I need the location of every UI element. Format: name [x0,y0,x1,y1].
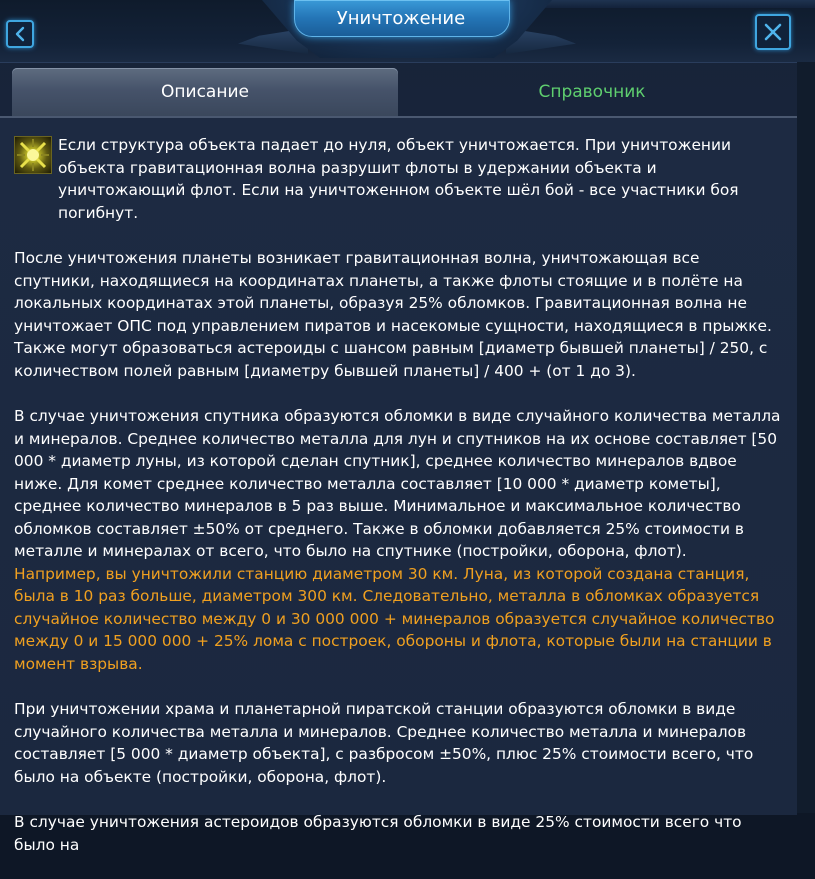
description-text [14,134,784,879]
destruction-icon [14,136,52,174]
intro-text: Если структура объекта падает до нуля, объект уничтожается. При уничтожении объекта гравитационная волна разрушит флоты в удержании объекта и уничтожающий флот. Если на уничтоженном объекте шёл бой - все участники боя погибнут. [58,136,739,222]
asteroid-destruction-paragraph: В случае уничтожения астероидов образуются обломки в виде 25% стоимости всего что было на [14,813,742,854]
window-title: Уничтожение [336,8,466,29]
scrollbar-track[interactable] [797,62,815,813]
satellite-destruction-paragraph: В случае уничтожения спутника образуются обломки в виде случайного количества металла и минералов. Среднее количество металла для лун и спутников на их основе составляет [50 000 * диаметр луны, из которой сделан спутник], среднее количество минералов вдвое ниже. Для комет среднее количество металла составляет [10 000 * диаметр кометы], среднее количество минералов в 5 раз выше. Минимальное и максимальное количество обломков составляет ±50% от среднего. Также в обломки добавляется 25% стоимости в металле и минералах от всего, что было на спутнике (постройки, оборона, флот). [14,407,781,560]
close-button[interactable] [755,14,791,50]
tab-reference[interactable]: Справочник [538,82,646,102]
tab-description[interactable]: Описание [12,68,398,116]
back-button[interactable] [6,20,34,48]
example-paragraph: Например, вы уничтожили станцию диаметром 30 км. Луна, из которой создана станция, была в 10 раз больше, диаметром 300 км. Следовательно, металла в обломках образуется случайное количество между 0 и 30 000 000 + минералов образуется случайное количество между 0 и 15 000 000 + 25% лома с построек, обороны и флота, которые были на станции в момент взрыва. [14,564,775,673]
chevron-left-icon [13,26,27,42]
close-icon [762,21,784,43]
planet-destruction-paragraph: После уничтожения планеты возникает гравитационная волна, уничтожающая все спутники, находящиеся на координатах планеты, а также флоты стоящие и в полёте на локальных координатах этой планеты, образуя 25% обломков. Гравитационная волна не уничтожает ОПС под управлением пиратов и насекомые сущности, находящиеся в прыжке. Также могут образоваться астероиды с шансом равным [диаметр бывшей планеты] / 250, с количеством полей равным [диаметру бывшей планеты] / 400 + (от 1 до 3). [14,249,772,380]
temple-destruction-paragraph: При уничтожении храма и планетарной пиратской станции образуются обломки в виде случайного количества металла и минералов. Среднее количество металла и минералов составляет [5 000 * диаметр объекта], с разбросом ±50%, плюс 25% стоимости всего, что было на объекте (постройки, оборона, флот). [14,700,754,786]
intro-paragraph [14,134,784,224]
